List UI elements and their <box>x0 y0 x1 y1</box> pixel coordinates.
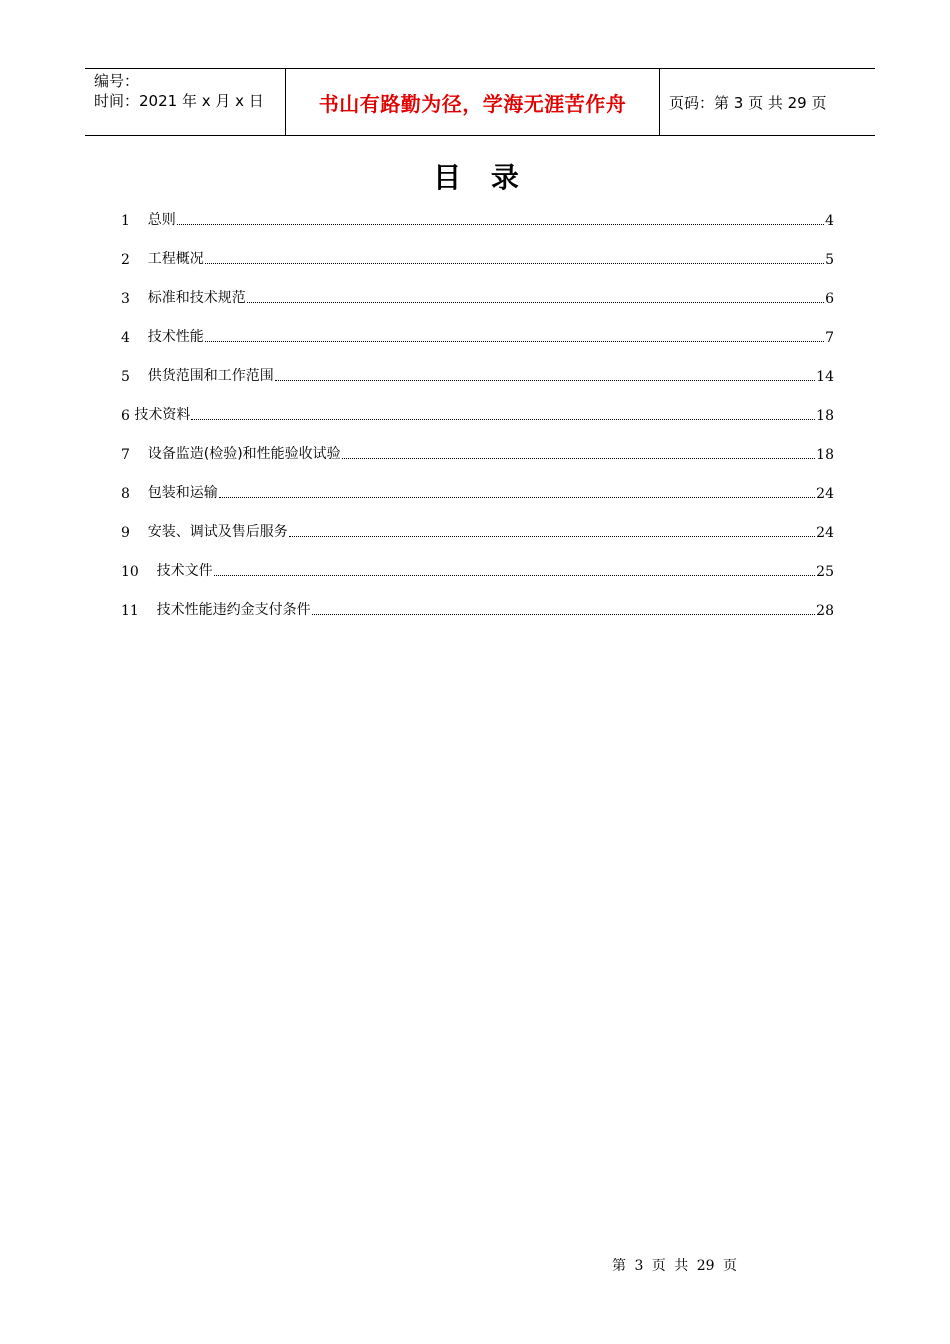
toc-item[interactable] <box>121 229 834 268</box>
toc-item-label: 设备监造(检验)和性能验收试验 <box>147 446 341 462</box>
toc-item[interactable] <box>121 346 834 385</box>
toc-title: 目 录 <box>433 161 529 194</box>
toc-item-page: 25 <box>816 564 834 580</box>
toc-item-label: 总则 <box>147 212 176 228</box>
toc-item-number: 9 <box>121 525 130 541</box>
toc-item-page: 18 <box>816 447 834 463</box>
toc-leader-dots <box>205 340 824 342</box>
toc-item-page: 5 <box>825 252 834 268</box>
toc-item-page: 7 <box>825 330 834 346</box>
toc-item[interactable] <box>121 580 834 619</box>
toc-leader-dots <box>219 496 815 498</box>
header-time: 时间：2021 年 x 月 x 日 <box>94 92 264 110</box>
toc-item-page: 14 <box>816 369 834 385</box>
toc-item-number: 1 <box>121 213 130 229</box>
toc-item-label: 安装、调试及售后服务 <box>147 524 288 540</box>
header-number: 编号： <box>94 72 140 90</box>
toc-item-label: 技术资料 <box>134 407 191 423</box>
toc-leader-dots <box>312 613 816 615</box>
toc-leader-dots <box>275 379 815 381</box>
toc-item-page: 18 <box>816 408 834 424</box>
toc-item-page: 24 <box>816 525 834 541</box>
toc-item-number: 6 <box>121 408 130 424</box>
toc-item-label: 工程概况 <box>147 251 204 267</box>
header-page-info: 页码：第 3 页 共 29 页 <box>669 93 827 112</box>
toc-item[interactable] <box>121 268 834 307</box>
toc-item-label: 标准和技术规范 <box>147 290 246 306</box>
toc-leader-dots <box>247 301 824 303</box>
page-header <box>85 68 875 136</box>
toc-item-label: 技术文件 <box>156 563 213 579</box>
table-of-contents <box>121 190 834 619</box>
toc-item-number: 4 <box>121 330 130 346</box>
toc-item-label: 技术性能违约金支付条件 <box>156 602 311 618</box>
toc-item-number: 10 <box>121 564 139 580</box>
toc-item-page: 4 <box>825 213 834 229</box>
toc-leader-dots <box>191 418 815 420</box>
toc-item[interactable] <box>121 424 834 463</box>
toc-item[interactable] <box>121 385 834 424</box>
toc-item-number: 8 <box>121 486 130 502</box>
toc-item-page: 6 <box>825 291 834 307</box>
toc-leader-dots <box>205 262 824 264</box>
header-slogan: 书山有路勤为径，学海无涯苦作舟 <box>286 69 660 135</box>
header-meta <box>85 69 286 135</box>
toc-leader-dots <box>177 223 824 225</box>
toc-item-number: 5 <box>121 369 130 385</box>
toc-leader-dots <box>214 574 816 576</box>
toc-item-number: 3 <box>121 291 130 307</box>
toc-item-page: 28 <box>816 603 834 619</box>
toc-leader-dots <box>289 535 815 537</box>
toc-item-label: 供货范围和工作范围 <box>147 368 274 384</box>
toc-leader-dots <box>342 457 816 459</box>
toc-item[interactable] <box>121 541 834 580</box>
toc-item-number: 11 <box>121 603 139 619</box>
toc-item[interactable] <box>121 502 834 541</box>
toc-item-number: 2 <box>121 252 130 268</box>
toc-item-label: 包装和运输 <box>147 485 218 501</box>
toc-item-page: 24 <box>816 486 834 502</box>
toc-item-number: 7 <box>121 447 130 463</box>
toc-item[interactable] <box>121 307 834 346</box>
page-footer: 第 3 页 共 29 页 <box>612 1258 737 1274</box>
toc-item-label: 技术性能 <box>147 329 204 345</box>
toc-item[interactable] <box>121 190 834 229</box>
toc-item[interactable] <box>121 463 834 502</box>
